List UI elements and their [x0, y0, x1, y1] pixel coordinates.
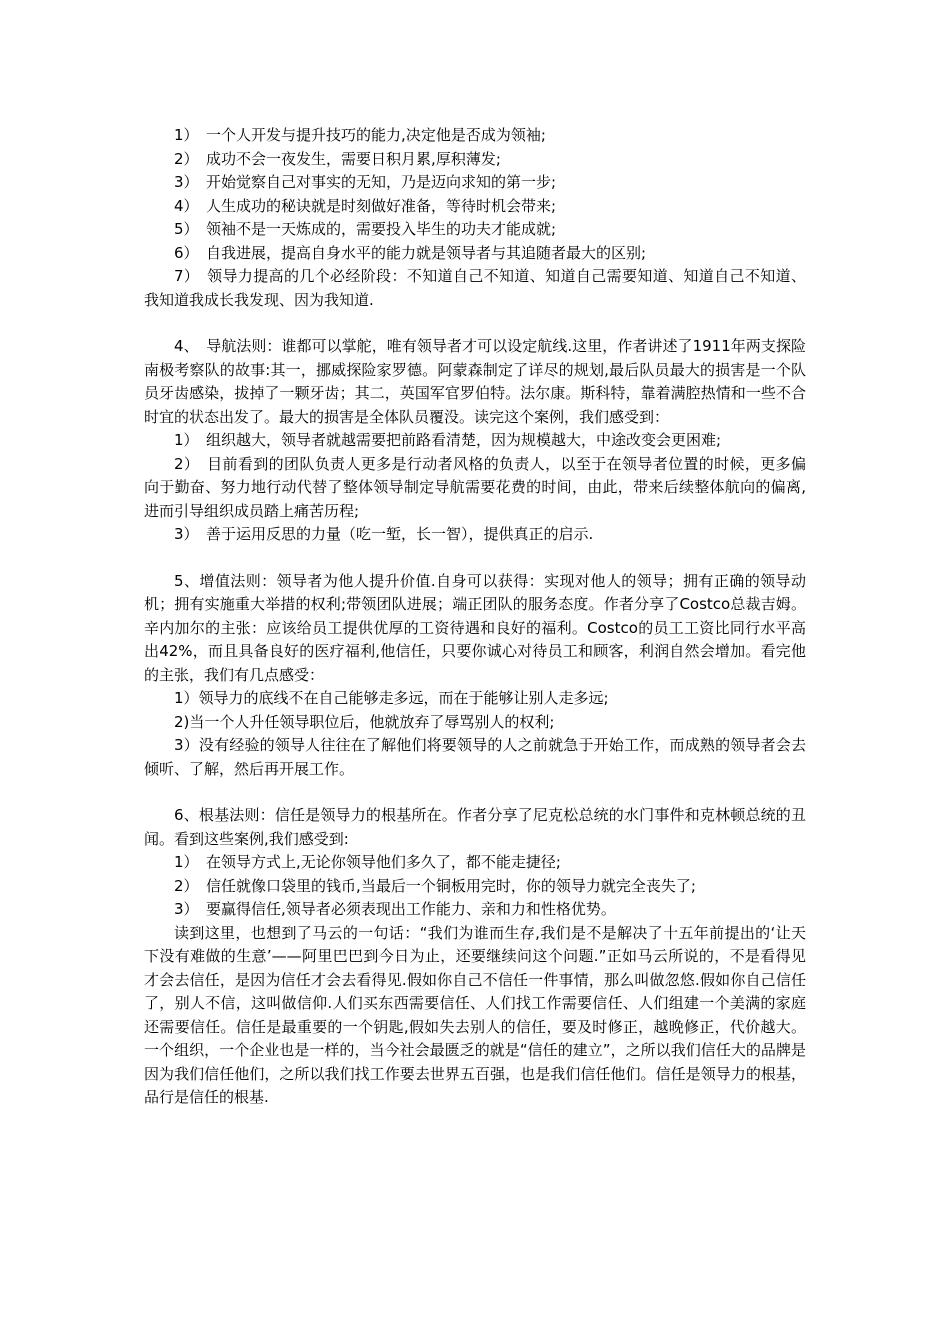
section6-item-2: 2） 信任就像口袋里的钱币,当最后一个铜板用完时，你的领导力就完全丧失了;: [174, 876, 696, 895]
section3-item-4: 4） 人生成功的秘诀就是时刻做好准备，等待时机会带来;: [174, 196, 557, 215]
paragraph-gap: [144, 781, 806, 804]
section3-item-3: 3） 开始觉察自己对事实的无知，乃是迈向求知的第一步;: [174, 173, 557, 191]
section6-item-3: 3） 要赢得信任,领导者必须表现出工作能力、亲和力和性格优势。: [174, 900, 616, 918]
section6-item-1: 1） 在领导方式上,无论你领导他们多久了，都不能走捷径;: [174, 853, 561, 871]
section5-item-1: 1）领导力的底线不在自己能够走多远，而在于能够让别人走多远;: [174, 689, 609, 707]
section5-item-3: 3）没有经验的领导人往往在了解他们将要领导的人之前就急于开始工作，而成熟的领导者会去倾听、了解，然后再开展工作。: [144, 736, 806, 778]
section4-item-2: 2） 目前看到的团队负责人更多是行动者风格的负责人，以至于在领导者位置的时候，更多偏向于勤奋、努力地行动代替了整体领导制定导航需要花费的时间，由此，带来后续整体航向的偏离,进而引导组织成员踏上痛苦历程;: [144, 454, 806, 520]
section5-intro: 5、增值法则：领导者为他人提升价值.自身可以获得：实现对他人的领导；拥有正确的领导动机；拥有实施重大举措的权利;带领团队进展；端正团队的服务态度。作者分享了Costco总裁吉姆。辛内加尔的主张：应该给员工提供优厚的工资待遇和良好的福利。Costco的员工工资比同行水平高出42%，而且具备良好的医疗福利,他信任，只要你诚心对待员工和顾客，利润自然会增加。看完他的主张，我们有几点感受：: [144, 571, 806, 684]
section3-item-5: 5） 领袖不是一天炼成的，需要投入毕生的功夫才能成就;: [174, 220, 557, 238]
paragraph-gap: [144, 547, 806, 570]
section4-intro: 4、 导航法则：谁都可以掌舵，唯有领导者才可以设定航线.这里，作者讲述了1911年两支探险南极考察队的故事:其一，挪威探险家罗德。阿蒙森制定了详尽的规划,最后队员最大的损害是一个队员牙齿感染，拔掉了一颗牙齿；其二，英国军官罗伯特。法尔康。斯科特，靠着满腔热情和一些不合时宜的状态出发了。最大的损害是全体队员覆没。读完这个案例，我们感受到：: [144, 337, 806, 426]
section4-item-3: 3） 善于运用反思的力量（吃一堑，长一智），提供真正的启示.: [174, 525, 594, 543]
section3-item-2: 2） 成功不会一夜发生，需要日积月累,厚积薄发;: [174, 149, 501, 168]
document-page: [144, 124, 806, 1110]
section3-item-6: 6） 自我进展，提高自身水平的能力就是领导者与其追随者最大的区别;: [174, 243, 647, 262]
paragraph-gap: [144, 312, 806, 335]
section5-item-2: 2)当一个人升任领导职位后，他就放弃了辱骂别人的权利;: [174, 712, 555, 731]
section3-item-1: 1） 一个人开发与提升技巧的能力,决定他是否成为领袖;: [174, 126, 546, 144]
section6-intro: 6、根基法则：信任是领导力的根基所在。作者分享了尼克松总统的水门事件和克林顿总统的丑闻。看到这些案例,我们感受到:: [144, 806, 806, 848]
section3-item-7: 7） 领导力提高的几个必经阶段：不知道自己不知道、知道自己需要知道、知道自己不知道、我知道我成长我发现、因为我知道.: [144, 267, 806, 309]
closing-paragraph: 读到这里，也想到了马云的一句话：“我们为谁而生存,我们是不是解决了十五年前提出的‘让天下没有难做的生意’——阿里巴巴到今日为止，还要继续问这个问题.”正如马云所说的，不是看得见才会去信任，是因为信任才会去看得见.假如你自己不信任一件事情，那么叫做忽悠.假如你自己信任了，别人不信，这叫做信仰.人们买东西需要信任、人们找工作需要信任、人们组建一个美满的家庭还需要信任。信任是最重要的一个钥匙,假如失去别人的信任，要及时修正，越晚修正，代价越大。一个组织，一个企业也是一样的，当今社会最匮乏的就是“信任的建立”，之所以我们信任大的品牌是因为我们信任他们，之所以我们找工作要去世界五百强，也是我们信任他们。信任是领导力的根基，品行是信任的根基.: [144, 923, 806, 1106]
section4-item-1: 1） 组织越大，领导者就越需要把前路看清楚，因为规模越大，中途改变会更困难;: [174, 431, 722, 449]
